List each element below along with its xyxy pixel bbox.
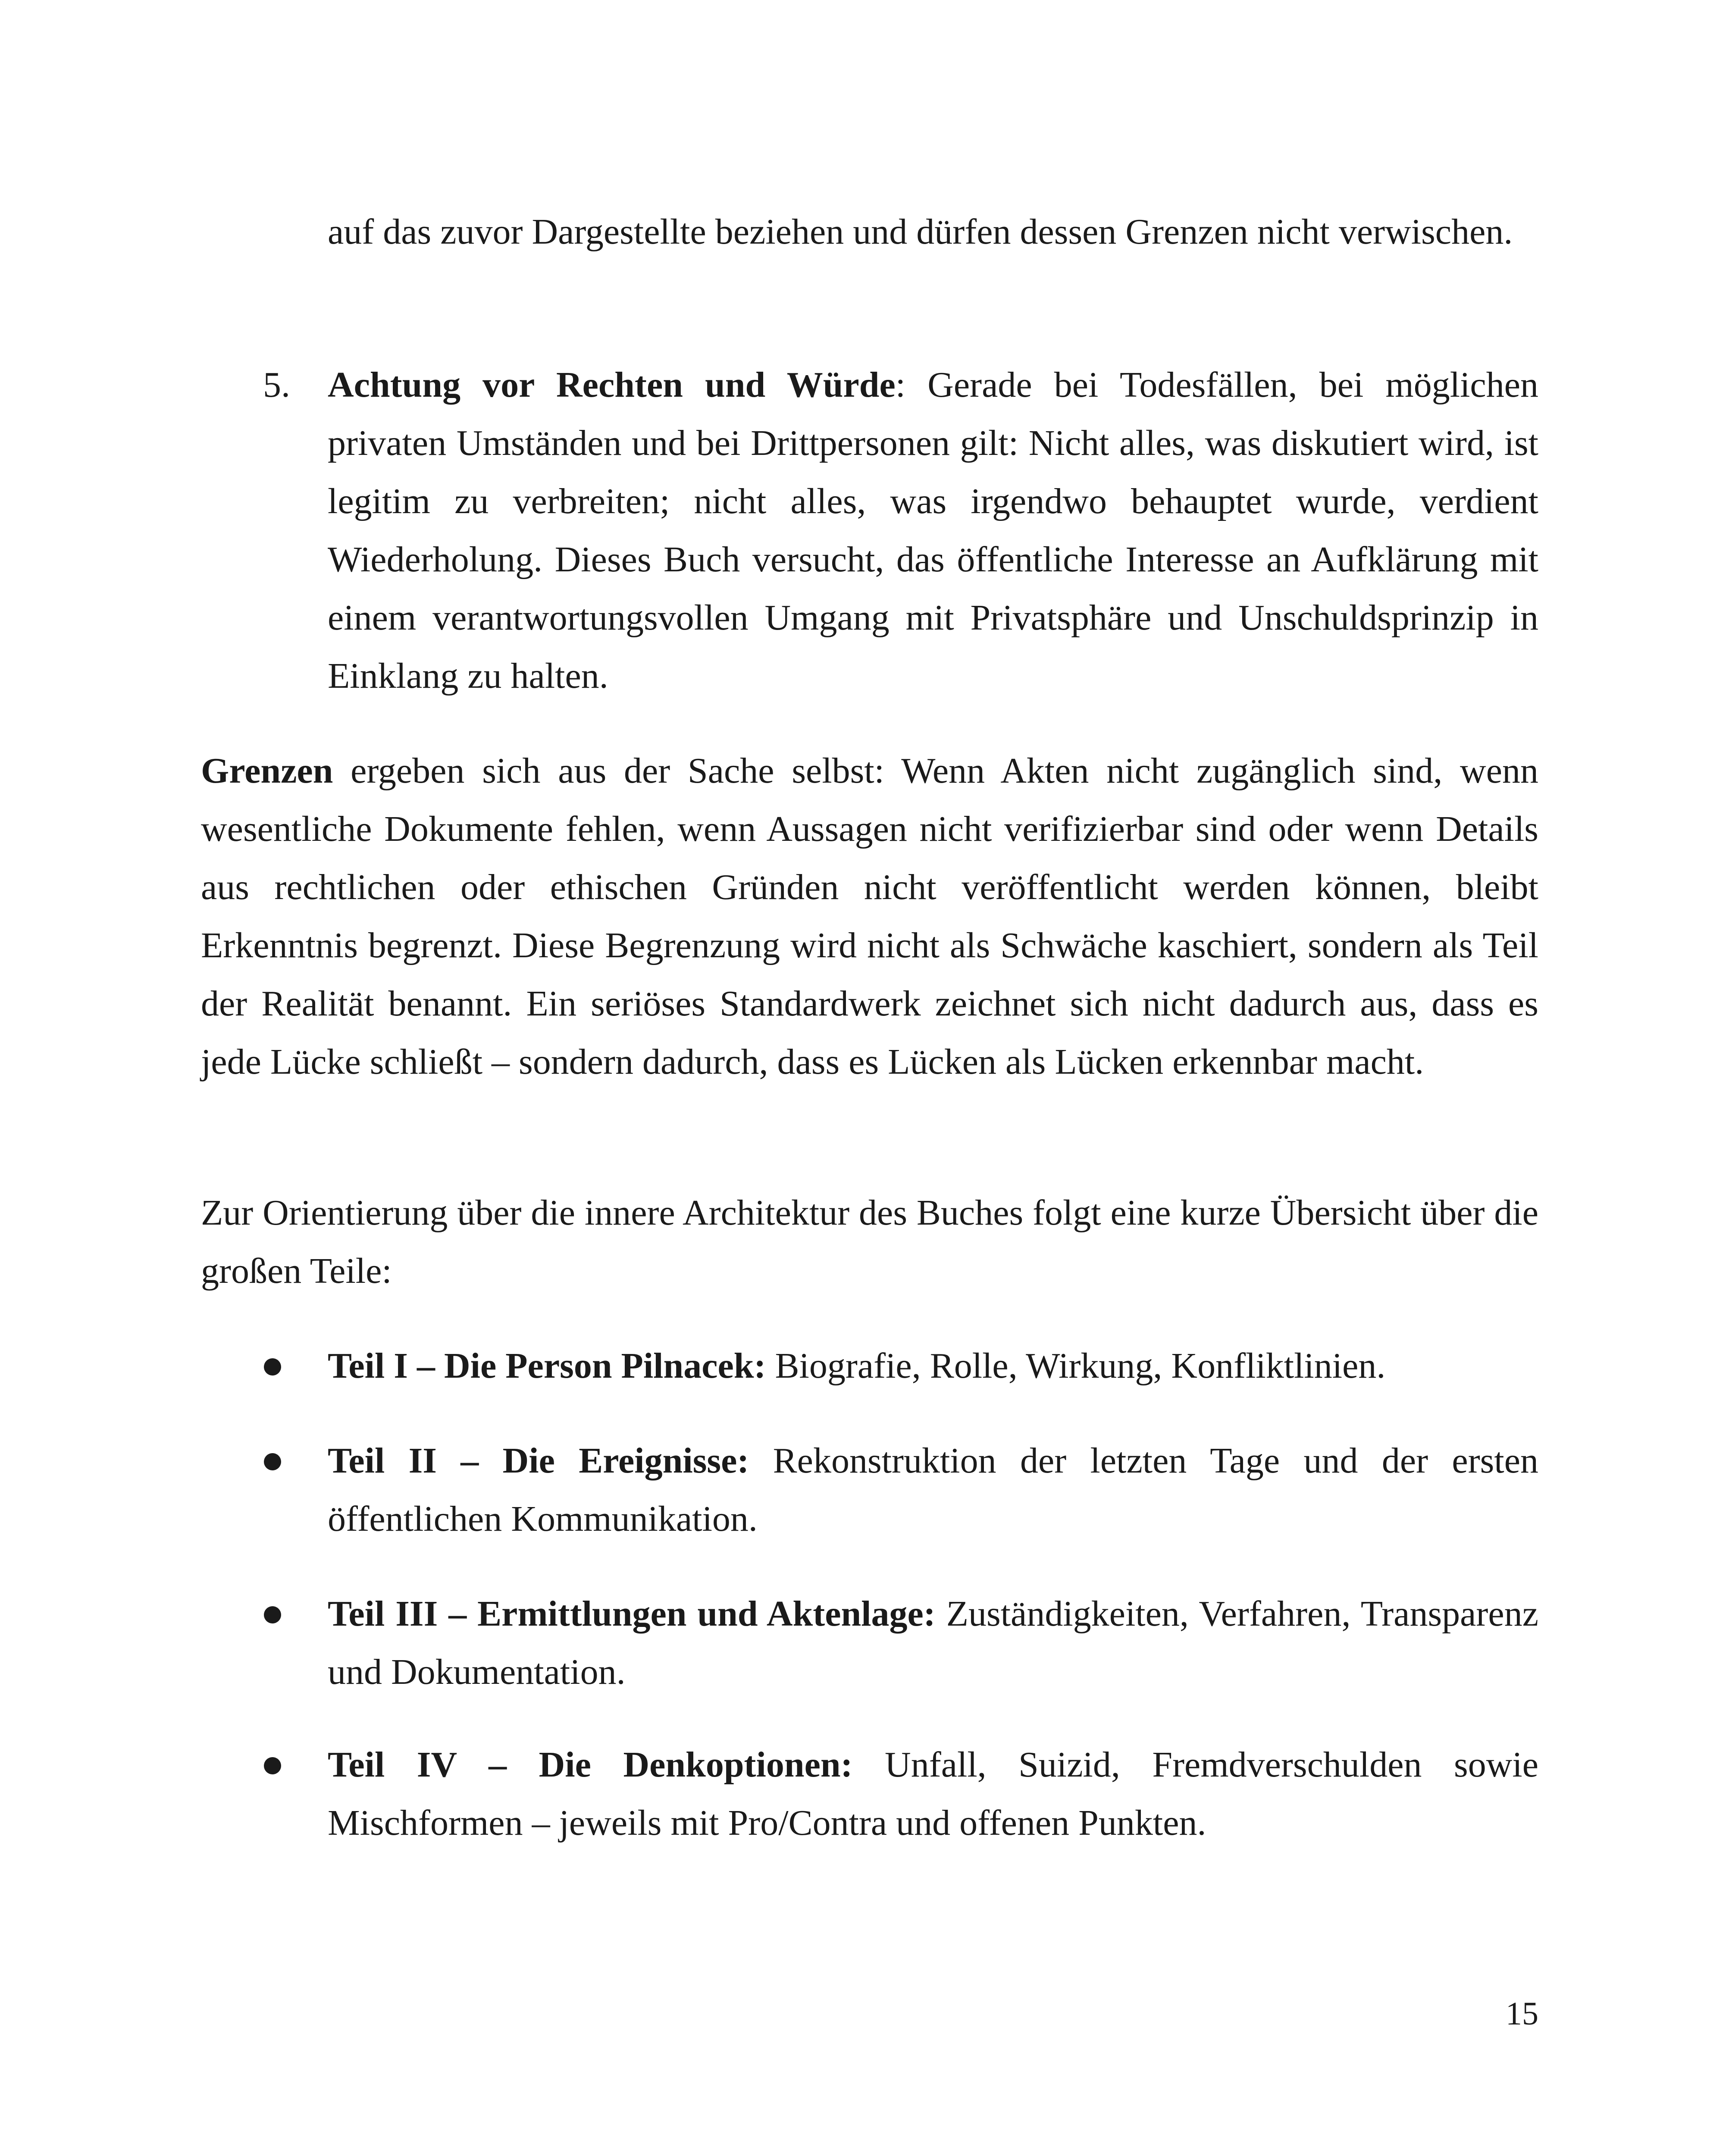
continuation-paragraph [328,203,1538,261]
orientation-text: Zur Orientierung über die innere Architektur des Buches folgt eine kurze Übersicht über die großen Teile: [201,1193,1538,1291]
part-item-4 [328,1736,1538,1852]
continuation-text: auf das zuvor Dargestellte beziehen und dürfen dessen Grenzen nicht verwischen. [328,212,1513,252]
part-item-3 [328,1585,1538,1701]
grenzen-lead: Grenzen [201,751,333,791]
part-item-2 [328,1432,1538,1548]
bullet-icon [264,1606,281,1623]
bullet-icon [264,1453,281,1470]
part-label: Teil III – Ermittlungen und Aktenlage: [328,1594,936,1634]
part-label: Teil IV – Die Denkoptionen: [328,1745,853,1785]
list-item-5-text: : Gerade bei Todesfällen, bei möglichen privaten Umständen und bei Drittpersonen gilt: Nicht alles, was diskutiert wird, ist legitim zu verbreiten; nicht alles, was irgendwo behauptet wurde, verdient Wiederholung. Dieses Buch versucht, das öffentliche Interesse an Aufklärung mit einem verantwortungsvollen Umgang mit Privatsphäre und Unschuldsprinzip in Einklang zu halten. [328,365,1538,696]
part-label: Teil I – Die Person Pilnacek: [328,1346,766,1386]
list-item-number: 5. [263,365,290,405]
bullet-icon [264,1757,281,1774]
part-label: Teil II – Die Ereignisse: [328,1441,749,1481]
grenzen-paragraph [201,742,1538,1091]
part-item-1 [328,1337,1538,1395]
bullet-icon [264,1358,281,1376]
list-item-5 [328,356,1538,705]
grenzen-text: ergeben sich aus der Sache selbst: Wenn Akten nicht zugänglich sind, wenn wesentliche Dokumente fehlen, wenn Aussagen nicht verifizierbar sind oder wenn Details aus rechtlichen oder ethischen Gründen nicht veröffentlicht werden können, bleibt Erkenntnis begrenzt. Diese Begrenzung wird nicht als Schwäche kaschiert, sondern als Teil der Realität benannt. Ein seriöses Standardwerk zeichnet sich nicht dadurch aus, dass es jede Lücke schließt – sondern dadurch, dass es Lücken als Lücken erkennbar macht. [201,751,1538,1082]
list-item-5-title: Achtung vor Rechten und Würde [328,365,896,405]
part-text: Biografie, Rolle, Wirkung, Konfliktlinien. [766,1346,1386,1386]
orientation-paragraph [201,1184,1538,1300]
page-number: 15 [1506,1996,1538,2032]
part-text: Unfall, Suizid, Fremdverschulden sowie Mischformen – jeweils mit Pro/Contra und offenen Punkten. [328,1745,1538,1843]
part-text: Rekonstruktion der letzten Tage und der ersten öffentlichen Kommunikation. [328,1441,1538,1539]
part-text: Zuständigkeiten, Verfahren, Transparenz und Dokumentation. [328,1594,1538,1692]
